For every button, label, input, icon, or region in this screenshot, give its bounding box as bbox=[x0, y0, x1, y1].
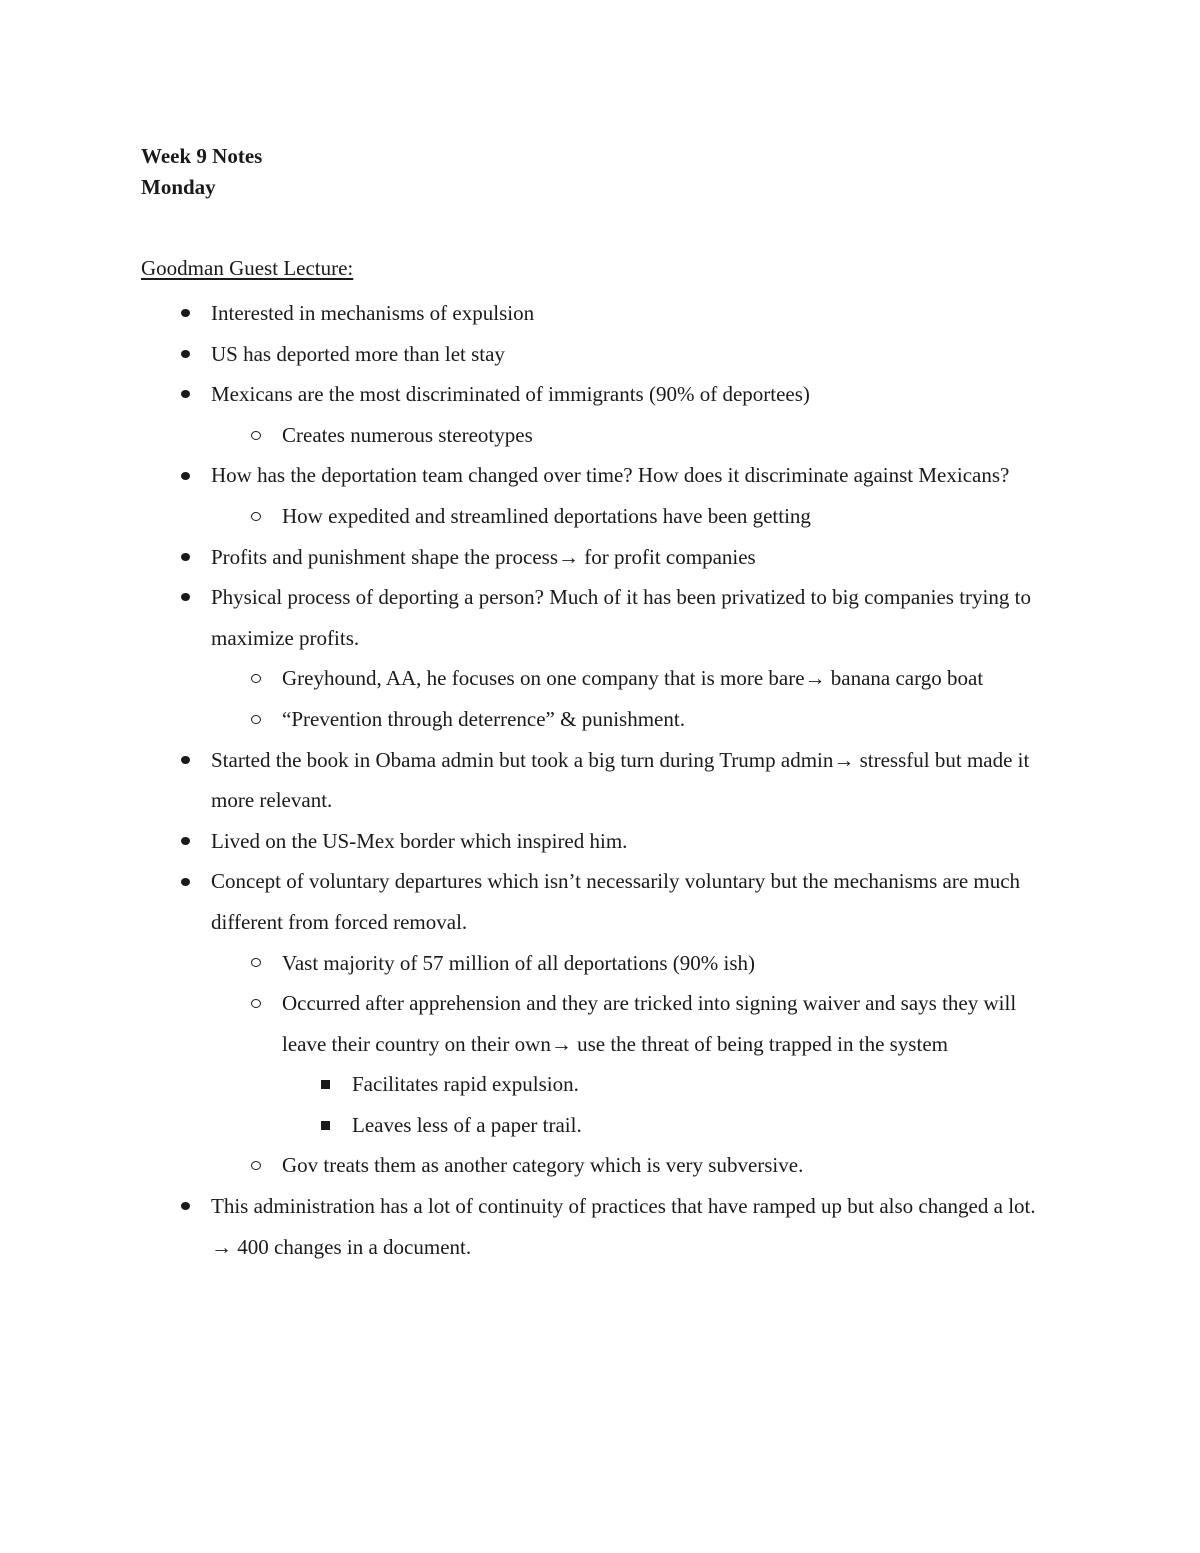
list-item bbox=[0, 1064, 1062, 1105]
hollow-circle-bullet-icon bbox=[248, 943, 264, 984]
filled-circle-bullet-icon bbox=[177, 861, 193, 902]
hollow-circle-bullet-icon bbox=[248, 415, 264, 456]
list-item-text: Concept of voluntary departures which isn’t necessarily voluntary but the mechanisms are much different from forced removal. bbox=[211, 869, 1021, 934]
filled-circle-bullet-icon bbox=[177, 374, 193, 415]
list-item-text: Interested in mechanisms of expulsion bbox=[211, 301, 535, 325]
filled-circle-bullet-icon bbox=[177, 577, 193, 618]
list-item-text: Gov treats them as another category which is very subversive. bbox=[282, 1153, 804, 1178]
filled-circle-bullet-icon bbox=[177, 334, 193, 375]
list-item bbox=[0, 415, 1062, 456]
hollow-circle-bullet-icon bbox=[248, 983, 264, 1024]
list-item bbox=[0, 496, 1062, 537]
hollow-circle-bullet-icon bbox=[248, 1145, 264, 1186]
list-item bbox=[0, 1145, 1062, 1186]
hollow-circle-bullet-icon bbox=[248, 496, 264, 537]
list-item bbox=[0, 334, 1061, 375]
list-item-text: Profits and punishment shape the process→ for profit companies bbox=[211, 544, 756, 569]
list-item bbox=[0, 821, 1061, 862]
list-item bbox=[0, 1105, 1062, 1146]
list-item-text: Facilitates rapid expulsion. bbox=[352, 1072, 579, 1097]
notes-list bbox=[0, 293, 1200, 1267]
list-item bbox=[0, 861, 1061, 942]
list-item-text: Vast majority of 57 million of all deportations (90% ish) bbox=[282, 950, 756, 975]
list-item-text: Physical process of deporting a person? Much of it has been privatized to big companies trying to maximize profits. bbox=[211, 585, 1031, 650]
list-item bbox=[0, 537, 1061, 578]
list-item-text: This administration has a lot of continuity of practices that have ramped up but also changed a lot. → 400 changes in a document. bbox=[211, 1194, 1036, 1259]
list-item bbox=[0, 293, 1061, 334]
list-item-text: Greyhound, AA, he focuses on one company that is more bare→ banana cargo boat bbox=[282, 666, 984, 691]
list-item-text: US has deported more than let stay bbox=[211, 341, 505, 366]
filled-circle-bullet-icon bbox=[177, 821, 193, 862]
page-subtitle: Monday bbox=[141, 175, 216, 199]
filled-circle-bullet-icon bbox=[177, 537, 193, 578]
list-item-text: Mexicans are the most discriminated of immigrants (90% of deportees) bbox=[211, 382, 810, 407]
list-item bbox=[0, 1186, 1061, 1267]
list-item-text: How expedited and streamlined deportations have been getting bbox=[282, 503, 811, 528]
list-item-text: “Prevention through deterrence” & punishment. bbox=[282, 706, 685, 731]
list-item bbox=[0, 577, 1061, 658]
list-item bbox=[0, 658, 1062, 699]
list-item-text: Occurred after apprehension and they are tricked into signing waiver and says they will leave their country on their own→ use the threat of being trapped in the system bbox=[282, 991, 1017, 1056]
section-heading: Goodman Guest Lecture: bbox=[141, 256, 354, 280]
list-item-text: Lived on the US-Mex border which inspired him. bbox=[211, 828, 628, 853]
filled-circle-bullet-icon bbox=[177, 1186, 193, 1227]
list-item bbox=[0, 374, 1061, 415]
list-item-text: Creates numerous stereotypes bbox=[282, 422, 533, 447]
hollow-circle-bullet-icon bbox=[248, 699, 264, 740]
list-item bbox=[0, 699, 1062, 740]
list-item-text: How has the deportation team changed over time? How does it discriminate against Mexicans? bbox=[211, 463, 1010, 488]
list-item-text: Started the book in Obama admin but took a big turn during Trump admin→ stressful but made it more relevant. bbox=[211, 747, 1030, 813]
list-item bbox=[0, 943, 1062, 984]
hollow-circle-bullet-icon bbox=[248, 658, 264, 699]
list-item bbox=[0, 740, 1061, 821]
filled-circle-bullet-icon bbox=[177, 740, 193, 781]
page-title: Week 9 Notes bbox=[141, 144, 263, 168]
filled-square-bullet-icon bbox=[317, 1064, 333, 1105]
list-item bbox=[0, 983, 1062, 1064]
filled-circle-bullet-icon bbox=[177, 455, 193, 496]
list-item-text: Leaves less of a paper trail. bbox=[352, 1112, 582, 1137]
filled-circle-bullet-icon bbox=[177, 293, 193, 334]
filled-square-bullet-icon bbox=[317, 1105, 333, 1146]
list-item bbox=[0, 455, 1061, 496]
